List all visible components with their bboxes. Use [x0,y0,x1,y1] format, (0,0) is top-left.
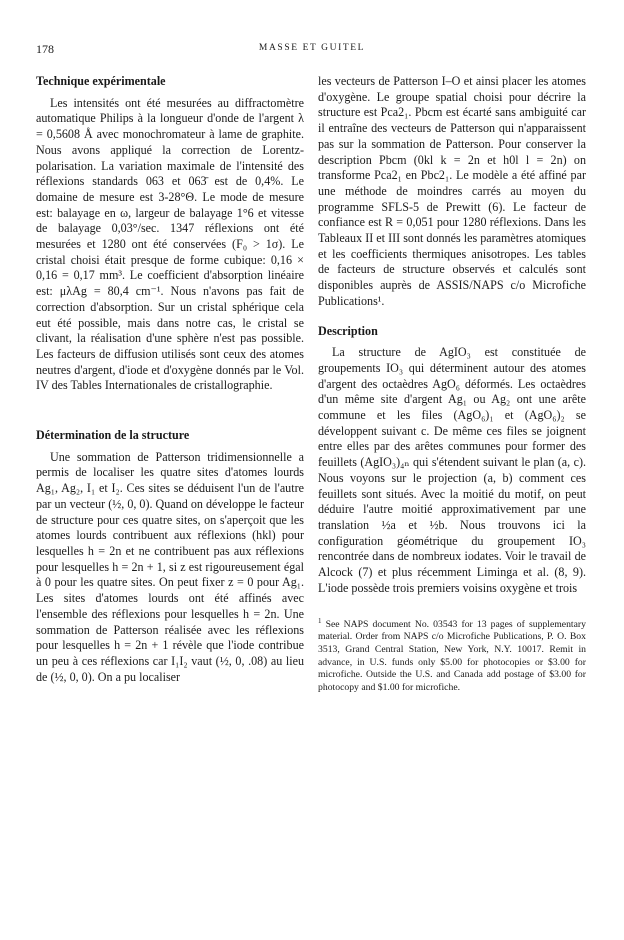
page-number: 178 [36,42,54,56]
left-column [36,74,304,685]
section-heading-determination: Détermination de la structure [36,428,190,443]
paragraph-description: La structure de AgIO₃ est constituée de groupements IO₃ qui déterminent autour des atomes d'argent des octaèdres AgO₆ déformés. Les octaèdres d'un même site d'argent Ag₁ ou Ag₂ ont une arête commune et les files (AgO₆)₁ et (AgO₆)₂ se développent suivant c. De même ces files se joignent entre elles par des arêtes communes pour former des feuillets (AgIO₃)₄ₙ qui s'étendent suivant le plan (a, c). Nous voyons sur le projection (a, b) comment ces feuillets sont situés. Avec la moitié du motif, on peut déduire l'autre moitié approximativement par une translation ½a et ½b. Nous trouvons ici la configuration géométrique du groupement IO₃ rencontrée dans de nombreux iodates. Voir le travail de Alcock (7) et plus récemment Liminga et al. (8, 9). L'iode possède trois premiers voisins oxygène et trois [318,345,586,595]
section-heading-technique: Technique expérimentale [36,74,166,88]
paragraph-technique: Les intensités ont été mesurées au diffractomètre automatique Philips à la longueur d'onde de l'argent λ = 0,5608 Å avec monochromateur à lame de graphite. Nous avons appliqué la correction de Lorentz-polarisation. La variation maximale de l'intensité des réflexions standards 063 et 063̄ est de 0,4%. Le domaine de mesure est 3-28°Θ. Le mode de mesure est: balayage en ω, largeur de balayage 1°6 et vitesse de balayage 0,03°/sec. 1347 réflexions ont été mesurées et 1280 ont été conservées (F₀ > 1σ). Le cristal choisi était presque de forme cubique: 0,16 × 0,16 = 0,17 mm³. Le coefficient d'absorption linéaire est: μλAg = 80,4 cm⁻¹. Nous n'avons pas fait de correction d'absorption. Sur un cristal sphérique cela eut été possible, mais dans notre cas, le cristal se clivant, la réalisation d'une sphère n'est pas possible. Les facteurs de diffusion utilisés sont ceux des atomes neutres d'argent, d'iode et d'oxygène donnés par le Vol. IV des Tables Internationales de cristallographie. [36,95,304,393]
footnote-text: See NAPS document No. 03543 for 13 pages of supplementary material. Order from NAPS c/o Microfiche Publications, P. O. Box 3513, Grand Central Station, New York, N.Y. 10017. Remit in advance, in U.S. funds only $5.00 for photocopies or $3.00 for microfiche. Outside the U.S. and Canada add postage of $3.00 for photocopy and $1.00 for microfiche. [318,618,586,693]
section-heading-description: Description [318,323,378,338]
paragraph-continuation: les vecteurs de Patterson I–O et ainsi placer les atomes d'oxygène. Le groupe spatial choisi pour décrire la structure est Pca2₁. Pbcm est écarté sans ambiguité car il entraîne des vecteurs de Patterson qui n'apparaissent pas sur la sommation de Patterson. Pour conserver la description Pbcm (0kl k = 2n et h0l l = 2n) on transforme Pca2₁ en Pbc2₁. Le modèle a été affiné par une méthode de moindres carrés au moyen du programme SFLS-5 de Prewitt (6). Le facteur de confiance est R = 0,051 pour 1280 réflexions. Dans les Tableaux II et III sont donnés les paramètres atomiques et les coefficients thermiques anisotropes. Les tables de facteurs de structure observés et calculés sont disponibles auprès de ASSIS/NAPS c/o Microfiche Publications¹. [318,74,586,308]
right-column [318,74,586,694]
page-header [36,42,588,58]
running-title: MASSE ET GUITEL [258,43,366,53]
footnote [318,615,586,695]
footnote-marker: 1 [318,616,322,625]
paragraph-determination: Une sommation de Patterson tridimensionnelle a permis de localiser les quatre sites d'atomes lourds Ag₁, Ag₂, I₁ et I₂. Ces sites se déduisent l'un de l'autre par un vecteur (½, 0, 0). Quand on développe le facteur de structure pour ces quatre sites, on s'aperçoit que les atomes lourds contribuent aux réflexions (hkl) pour lesquelles h = 2n et ne contribuent pas aux réflexions pour lesquelles h = 2n + 1, si z est rigoureusement égal à 0 pour les quatre sites. On peut fixer z = 0 pour Ag₁. Les sites d'atomes lourds ont été affinés avec l'ensemble des réflexions pour lesquelles h = 2n. Une sommation de Patterson réalisée avec les réflexions pour lesquelles h = 2n + 1 révèle que l'iode contribue un peu à ces réflexions car I₁I₂ vaut (½, 0, .08) au lieu de (½, 0, 0). On a pu localiser [36,449,304,684]
